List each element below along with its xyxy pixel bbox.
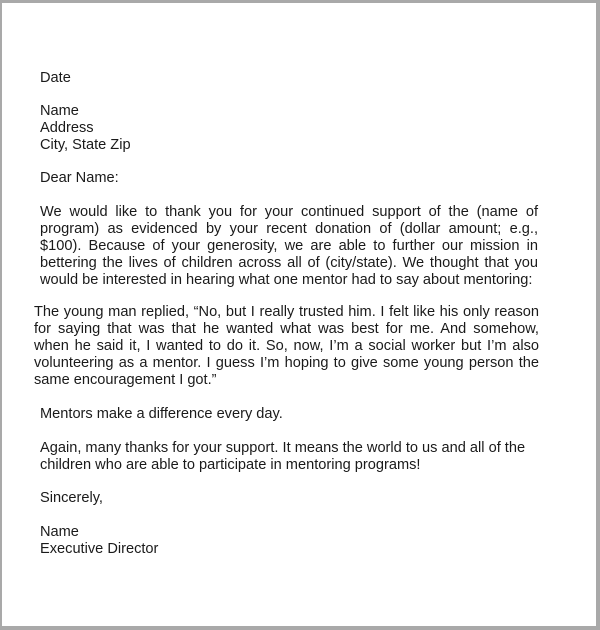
signature-name: Name	[40, 524, 79, 540]
body-paragraph-3	[40, 440, 540, 474]
salutation: Dear Name:	[40, 170, 119, 186]
recipient-address: Address	[40, 120, 94, 136]
recipient-address-block	[40, 103, 540, 154]
body-paragraph-2: Mentors make a difference every day.	[40, 406, 283, 422]
recipient-city-state-zip: City, State Zip	[40, 137, 131, 153]
body-paragraph-3-line-2: children who are able to participate in mentoring programs!	[40, 457, 421, 473]
body-paragraph-3-line-1: Again, many thanks for your support. It means the world to us and all of the	[40, 440, 526, 456]
body-paragraph-1: We would like to thank you for your continued support of the (name of program) as evidenced by your recent donation of (dollar amount; e.g., $100). Because of your generosity, we are able to further our mission in bettering the lives of children across all of (city/state). We thought that you would be interested in hearing what one mentor had to say about mentoring:	[40, 204, 538, 288]
quote-paragraph: The young man replied, “No, but I really trusted him. I felt like his only reason for saying that was that he wanted what was best for me. And somehow, when he said it, I wanted to do it. So, now, I’m a social worker but I’m also volunteering as a mentor. I guess I’m hoping to give some young person the same encouragement I got.”	[34, 304, 539, 388]
signature-title: Executive Director	[40, 541, 159, 557]
recipient-name: Name	[40, 103, 79, 119]
signature-block	[40, 524, 540, 558]
closing: Sincerely,	[40, 490, 103, 506]
date-line: Date	[40, 70, 71, 86]
